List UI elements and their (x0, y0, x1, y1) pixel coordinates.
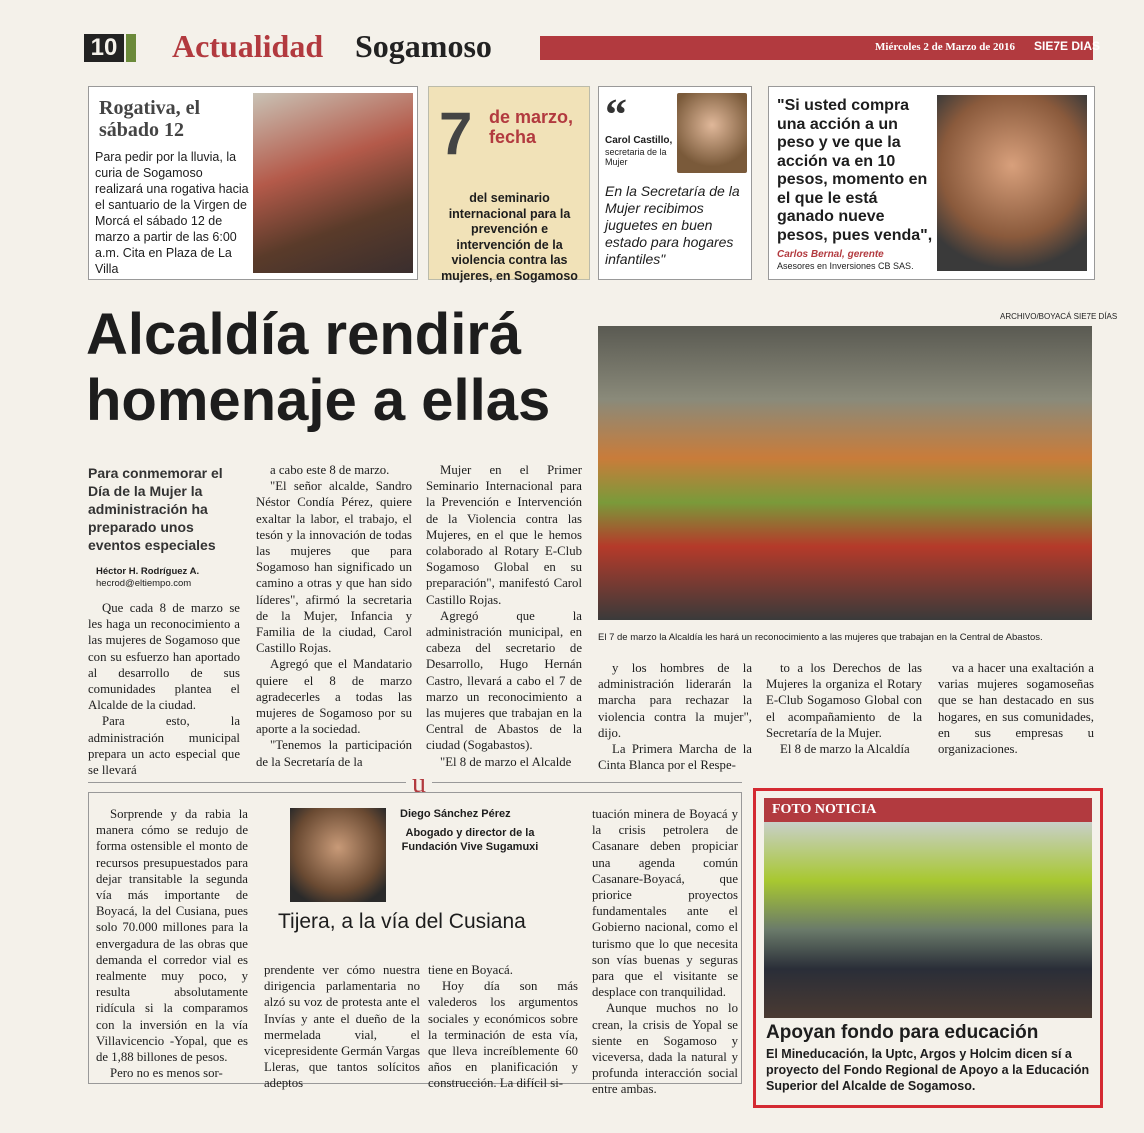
paragraph: Pero no es menos sor- (110, 1066, 223, 1081)
paragraph: tuación minera de Boyacá y la crisis petrolera de Casanare deben propiciar una agenda común Casanare-Boyacá, que priorice proyectos fundamentales ante el Gobierno nacional, como el turismo que lo que necesita son vías buenas y seguras para que el visitante se desplace con tranquilidad. (592, 807, 738, 1000)
carol-role: secretaria de la Mujer (605, 147, 667, 167)
brand-logo: SIE7E DIAS (1034, 39, 1101, 53)
carol-name: Carol Castillo, (605, 135, 673, 146)
foto-noticia-photo (764, 822, 1092, 1018)
headline-line-2: homenaje a ellas (86, 368, 551, 433)
subhead: Para conmemorar el Día de la Mujer la administración ha preparado unos eventos especiales (88, 465, 223, 553)
paragraph: Que cada 8 de marzo se les haga un reconocimiento a las mujeres de Sogamoso que con su esfuerzo han aportado al desarrollo de sus comunidades plantea el Alcalde de la ciudad. (88, 601, 240, 713)
bernal-company: Asesores en Inversiones CB SAS. (777, 261, 914, 271)
opinion-col-3 (428, 962, 578, 1092)
page-number: 10 (84, 34, 124, 62)
paragraph: Para esto, la administración municipal prepara un acto especial que se llevará (88, 714, 240, 778)
carol-quote: En la Secretaría de la Mujer recibimos juguetes en buen estado para hogares infantiles" (605, 183, 740, 267)
main-col-4 (598, 660, 752, 773)
paragraph: Agregó que el Mandatario quiere el 8 de marzo agradecerles a todas las mujeres de Sogamoso por su aporte a la sociedad. (256, 657, 412, 737)
headline-line-1: Alcaldía rendirá (86, 302, 522, 367)
paragraph: Aunque muchos no lo crean, la crisis de Yopal se siente en Sogamoso y viceversa, dada la natural y profunda interacción social entre ambas. (592, 1001, 738, 1097)
box-bernal (768, 86, 1095, 280)
main-col-5 (766, 660, 922, 757)
box-fecha (428, 86, 590, 283)
opinion-logo: u (406, 768, 432, 800)
main-col-2 (256, 462, 412, 770)
paragraph: "El 8 de marzo el Alcalde (440, 754, 572, 769)
paragraph: tiene en Boyacá. (428, 963, 513, 977)
paragraph: Sorprende y da rabia la manera cómo se redujo de forma ostensible el monto de recursos presupuestados para dejar transitable la segunda vía más importante de Boyacá, la del Cusiana, pues solo 70.000 millones para la envergadura de las obras que demanda el corredor vial es realmente muy poco, y resulta absolutamente ridícula si la comparamos con la inversión en la vía Villavicencio -Yopal, que es de 1,88 billones de pesos. (96, 807, 248, 1065)
paragraph: va a hacer una exaltación a varias mujeres sogamoseñas que se han destacado en sus hogares, en sus comunidades, en sus empresas u organizaciones. (938, 661, 1094, 757)
opinion-author-photo (290, 808, 386, 902)
paragraph: to a los Derechos de las Mujeres la organiza el Rotary E-Club Sogamoso Global con el acompañamiento de la Secretaría de la Mujer. (766, 661, 922, 740)
header-date: Miércoles 2 de Marzo de 2016 (875, 41, 1016, 53)
byline-author: Héctor H. Rodríguez A. (96, 566, 200, 577)
bernal-author: Carlos Bernal, gerente (777, 249, 884, 260)
main-headline (86, 302, 550, 434)
paragraph: El 8 de marzo la Alcaldía (780, 742, 910, 757)
opinion-author: Diego Sánchez Pérez (400, 808, 511, 820)
fecha-body: del seminario internacional para la prevención e intervención de la violencia contra las mujeres, en Sogamoso (441, 191, 578, 283)
main-col-6 (938, 660, 1094, 757)
paragraph: Agregó que la administración municipal, en cabeza del secretario de Desarrollo, Hugo Hernán Castro, llevará a cabo el 7 de marzo un reconocimiento a las mujeres que trabajan en la Central de Abastos de la ciudad (Sogabastos). (426, 608, 582, 753)
opinion-col-1 (96, 806, 248, 1081)
rogativa-title: Rogativa, el sábado 12 (99, 97, 201, 141)
fecha-number: 7 (439, 100, 473, 167)
main-col-3 (426, 462, 582, 770)
market-photo (598, 326, 1092, 620)
paragraph: prendente ver cómo nuestra dirigencia parlamentaria no alzó su voz de protesta ante el Invías y ante el dueño de la mermelada vial, el vicepresidente Germán Vargas Lleras, que tantos solícitos adeptos (264, 963, 420, 1091)
rogativa-photo (253, 93, 413, 273)
carol-photo (677, 93, 747, 173)
foto-noticia-body: El Mineducación, la Uptc, Argos y Holcim dicen sí a proyecto del Fondo Regional de Apoyo a la Educación Superior del Alcalde de Sogamoso. (766, 1047, 1090, 1093)
rogativa-body: Para pedir por la lluvia, la curia de Sogamoso realizará una rogativa hacia el santuario de la Virgen de Morcá el sábado 12 de marzo a partir de las 6:00 a.m. Cita en Plaza de La Villa (95, 150, 249, 276)
main-col-1 (88, 600, 240, 778)
page-number-marker (126, 34, 136, 62)
photo-credit: ARCHIVO/BOYACÁ SIE7E DÍAS (1000, 312, 1118, 321)
section-city: Sogamoso (355, 28, 492, 64)
byline-email: hecrod@eltiempo.com (96, 578, 192, 589)
bernal-quote: "Si usted compra una acción a un peso y ve que la acción va en 10 pesos, momento en el que le está ganado nueve pesos, pues venda", (777, 97, 933, 244)
paragraph: Mujer en el Primer Seminario Internacional para la Prevención e Intervención de la Violencia contra las Mujeres, en el que le hemos colaborado al Rotary E-Club Sogamoso Global en su preparación", manifestó Carol Castillo Rojas. (426, 463, 582, 607)
opinion-title: Tijera, a la vía del Cusiana (278, 910, 526, 933)
quote-mark-icon: “ (605, 90, 627, 139)
paragraph: La Primera Marcha de la Cinta Blanca por el Respe- (598, 742, 752, 773)
box-carol (598, 86, 752, 280)
opinion-role: Abogado y director de la Fundación Vive Sugamuxi (401, 827, 539, 853)
paragraph: "Tenemos la participación de la Secretaría de la (256, 738, 412, 769)
paragraph: "El señor alcalde, Sandro Néstor Condía Pérez, quiere exaltar la labor, el trabajo, el tesón y la innovación de todas las mujeres que para Sogamoso han significado un camino a otras y que han sido líderes", afirmó la secretaria de la Mujer, Infancia y Familia de la ciudad, Carol Castillo Rojas. (256, 479, 412, 656)
foto-noticia-title: Apoyan fondo para educación (766, 1022, 1039, 1043)
foto-noticia-label: FOTO NOTICIA (764, 798, 1092, 822)
box-rogativa (88, 86, 418, 280)
fecha-title: de marzo, fecha (489, 107, 574, 147)
opinion-col-4 (592, 806, 738, 1098)
opinion-col-2 (264, 962, 420, 1092)
paragraph: Hoy día son más valederos los argumentos sociales y económicos sobre la terminación de esta vía, que lleva increíblemente 60 años en planificación y construcción. La difícil si- (428, 979, 578, 1091)
paragraph: a cabo este 8 de marzo. (270, 463, 390, 477)
section-title: Actualidad (172, 28, 324, 64)
bernal-photo (937, 95, 1087, 271)
paragraph: y los hombres de la administración liderarán la marcha para rechazar la violencia contra la mujer", dijo. (598, 661, 752, 740)
photo-caption: El 7 de marzo la Alcaldía les hará un reconocimiento a las mujeres que trabajan en la Central de Abastos. (598, 632, 1043, 643)
